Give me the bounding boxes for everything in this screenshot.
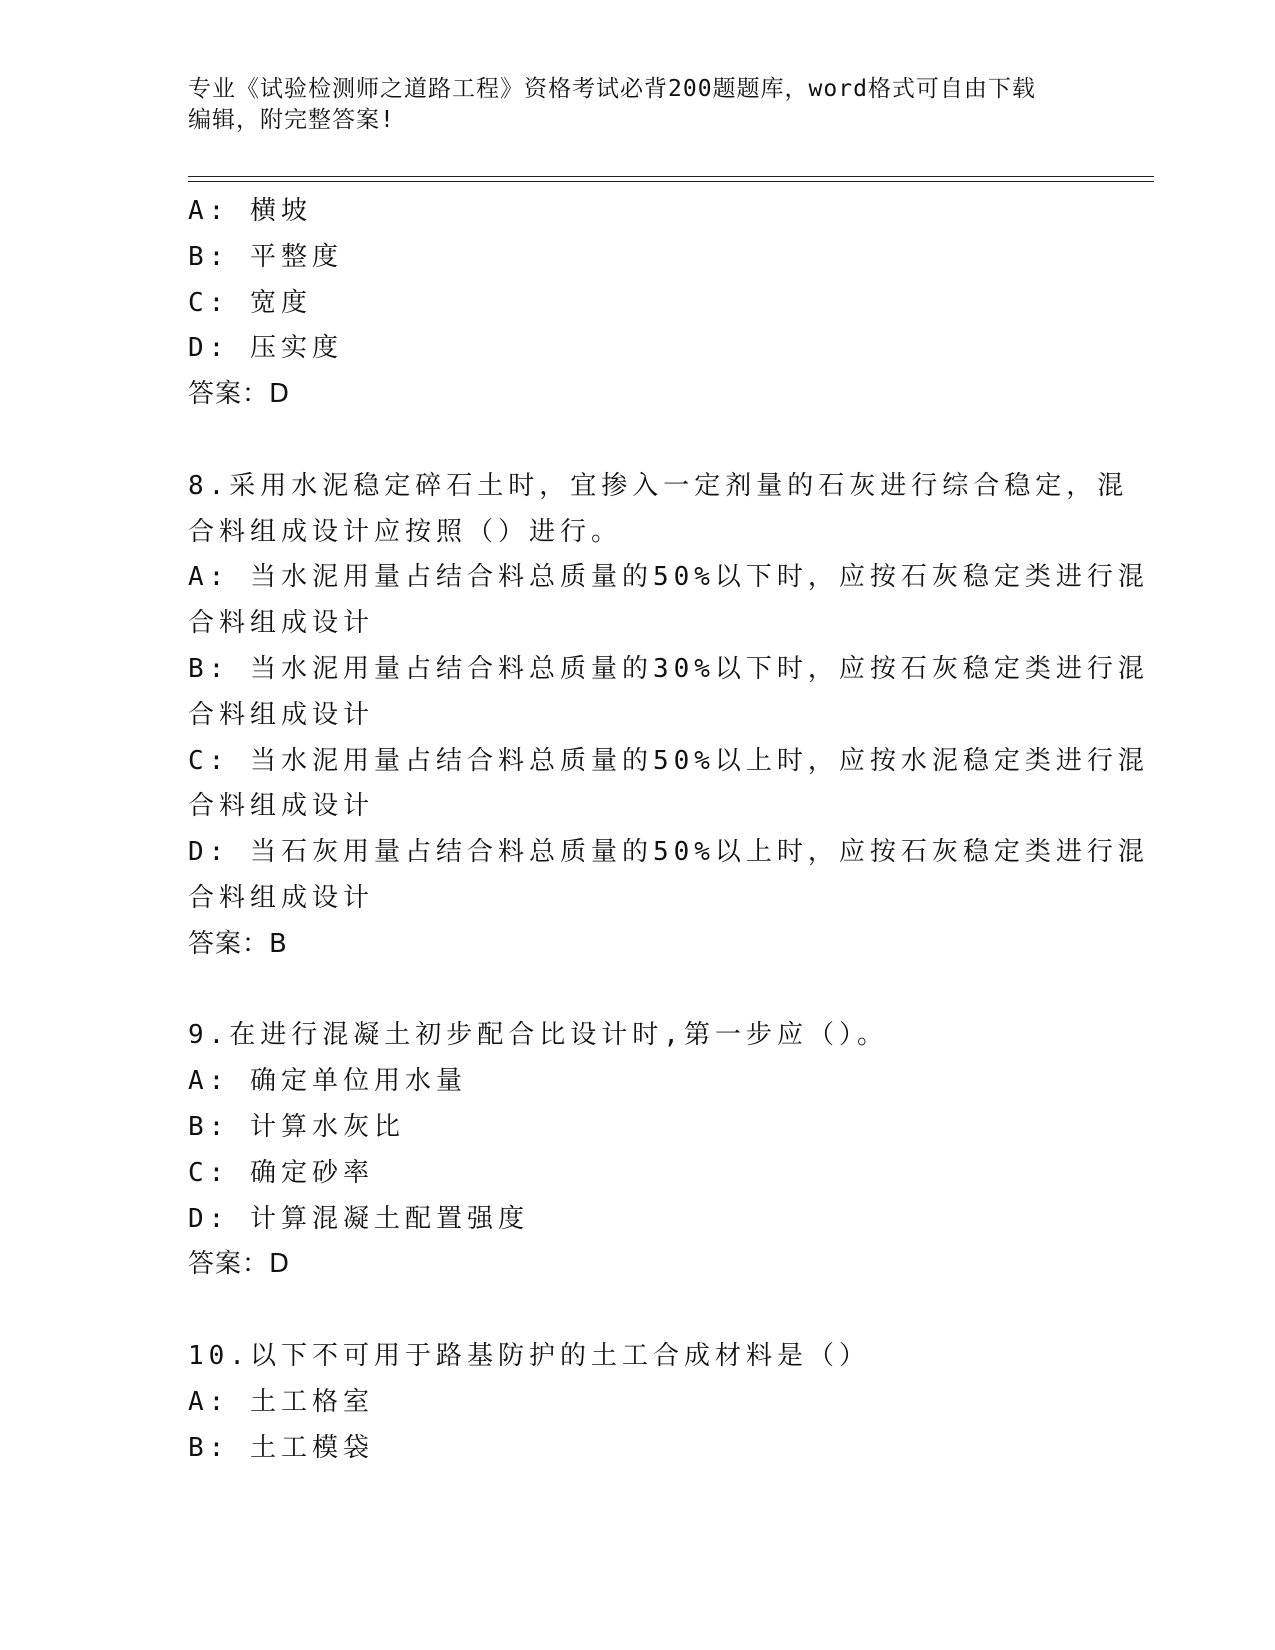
question-text-continued: 合料组成设计应按照（）进行。 — [188, 516, 623, 547]
question-9 — [188, 1013, 1088, 1288]
option-b: B: 平整度 — [188, 241, 343, 272]
option-a-continued: 合料组成设计 — [188, 608, 375, 639]
option-c-continued: 合料组成设计 — [188, 791, 375, 822]
document-header — [188, 74, 1088, 136]
answer-line: 答案：D — [188, 1249, 291, 1280]
option-b-continued: 合料组成设计 — [188, 699, 375, 730]
option-a: A: 当水泥用量占结合料总质量的50%以下时，应按石灰稳定类进行混 — [188, 562, 1149, 593]
option-b: B: 当水泥用量占结合料总质量的30%以下时，应按石灰稳定类进行混 — [188, 653, 1149, 684]
question-10 — [188, 1334, 1088, 1471]
option-c: C: 确定砂率 — [188, 1157, 374, 1188]
question-spacer — [188, 968, 1088, 1014]
question-spacer — [188, 1288, 1088, 1334]
question-text: 10.以下不可用于路基防护的土工合成材料是（） — [188, 1340, 870, 1371]
answer-line: 答案：D — [188, 379, 291, 410]
document-body — [188, 189, 1149, 1471]
option-d: D: 当石灰用量占结合料总质量的50%以上时，应按石灰稳定类进行混 — [188, 837, 1149, 868]
option-b: B: 土工模袋 — [188, 1432, 374, 1463]
option-a: A: 横坡 — [188, 196, 312, 226]
question-spacer — [188, 418, 1088, 464]
option-a: A: 土工格室 — [188, 1386, 374, 1417]
question-8 — [188, 464, 1149, 968]
option-a: A: 确定单位用水量 — [188, 1066, 467, 1097]
header-rule-bottom — [188, 181, 1154, 182]
option-d-continued: 合料组成设计 — [188, 882, 375, 913]
option-b: B: 计算水灰比 — [188, 1111, 405, 1142]
question-text: 9.在进行混凝土初步配合比设计时,第一步应（）。 — [188, 1020, 888, 1051]
question-7 — [188, 189, 1088, 418]
option-d: D: 计算混凝土配置强度 — [188, 1203, 529, 1234]
option-c: C: 宽度 — [188, 287, 312, 318]
header-rule-top — [188, 176, 1154, 177]
question-text: 8.采用水泥稳定碎石土时，宜掺入一定剂量的石灰进行综合稳定，混 — [188, 470, 1129, 501]
header-line-1: 专业《试验检测师之道路工程》资格考试必背200题题库，word格式可自由下载 — [188, 76, 1036, 102]
option-c: C: 当水泥用量占结合料总质量的50%以上时，应按水泥稳定类进行混 — [188, 745, 1149, 776]
header-line-2: 编辑，附完整答案! — [188, 107, 395, 133]
answer-line: 答案：B — [188, 928, 288, 959]
option-d: D: 压实度 — [188, 333, 343, 364]
